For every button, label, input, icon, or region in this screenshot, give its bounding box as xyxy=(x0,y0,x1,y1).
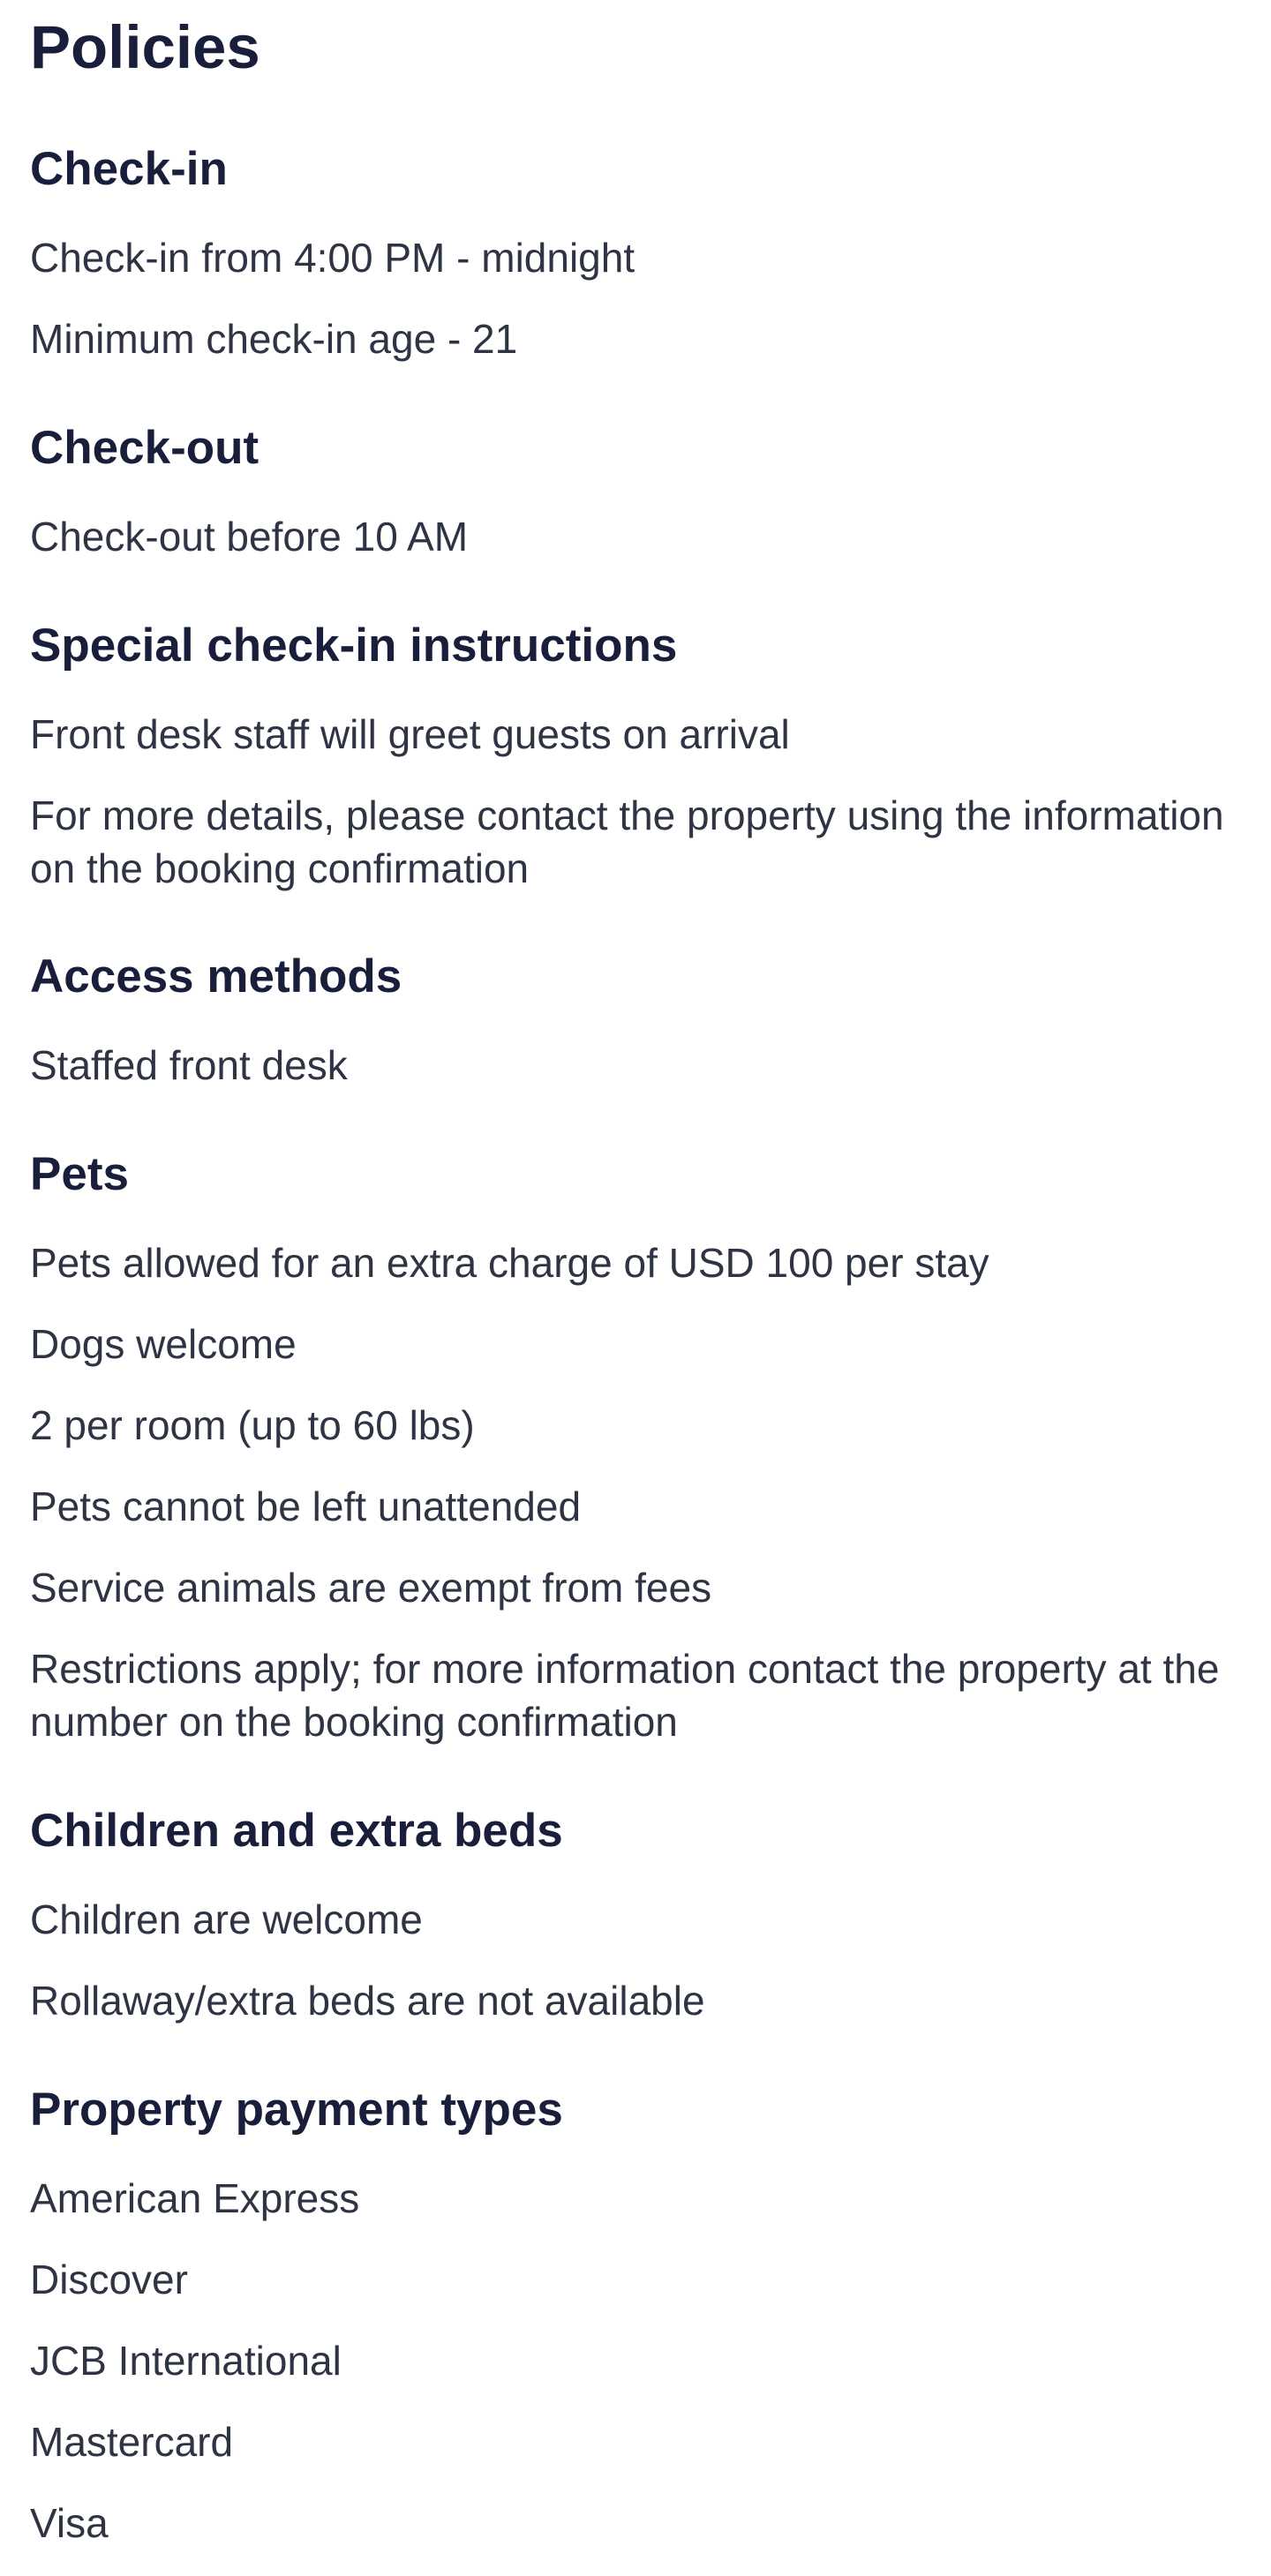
section-heading-special-check-in-instructions: Special check-in instructions xyxy=(30,620,678,672)
policy-item: Front desk staff will greet guests on arrival xyxy=(30,711,790,757)
policy-item: Service animals are exempt from fees xyxy=(30,1565,712,1611)
policy-item: Dogs welcome xyxy=(30,1321,297,1367)
section-heading-property-payment-types: Property payment types xyxy=(30,2084,563,2136)
page-title: Policies xyxy=(30,13,260,81)
payment-type-item: Visa xyxy=(30,2500,109,2546)
policy-item: 2 per room (up to 60 lbs) xyxy=(30,1402,475,1448)
policy-item: Restrictions apply; for more information contact the property at the number on the booking confirmation xyxy=(30,1646,1220,1745)
policy-item: Check-in from 4:00 PM - midnight xyxy=(30,235,636,281)
payment-type-item: American Express xyxy=(30,2175,360,2221)
policy-item: For more details, please contact the property using the information on the booking confirmation xyxy=(30,792,1224,891)
section-heading-check-out: Check-out xyxy=(30,422,259,474)
policy-item: Children are welcome xyxy=(30,1896,423,1942)
payment-type-item: Discover xyxy=(30,2257,188,2302)
policy-item: Pets cannot be left unattended xyxy=(30,1483,582,1529)
policy-item: Minimum check-in age - 21 xyxy=(30,316,518,362)
policy-item: Pets allowed for an extra charge of USD 100 per stay xyxy=(30,1240,989,1286)
section-heading-check-in: Check-in xyxy=(30,143,228,195)
section-heading-access-methods: Access methods xyxy=(30,950,402,1003)
section-heading-pets: Pets xyxy=(30,1148,129,1200)
policy-item: Check-out before 10 AM xyxy=(30,514,469,560)
policy-item: Staffed front desk xyxy=(30,1042,348,1088)
policy-item: Rollaway/extra beds are not available xyxy=(30,1978,705,2024)
section-heading-children-and-extra-beds: Children and extra beds xyxy=(30,1805,563,1857)
payment-type-item: JCB International xyxy=(30,2338,342,2384)
payment-type-item: Mastercard xyxy=(30,2419,234,2465)
